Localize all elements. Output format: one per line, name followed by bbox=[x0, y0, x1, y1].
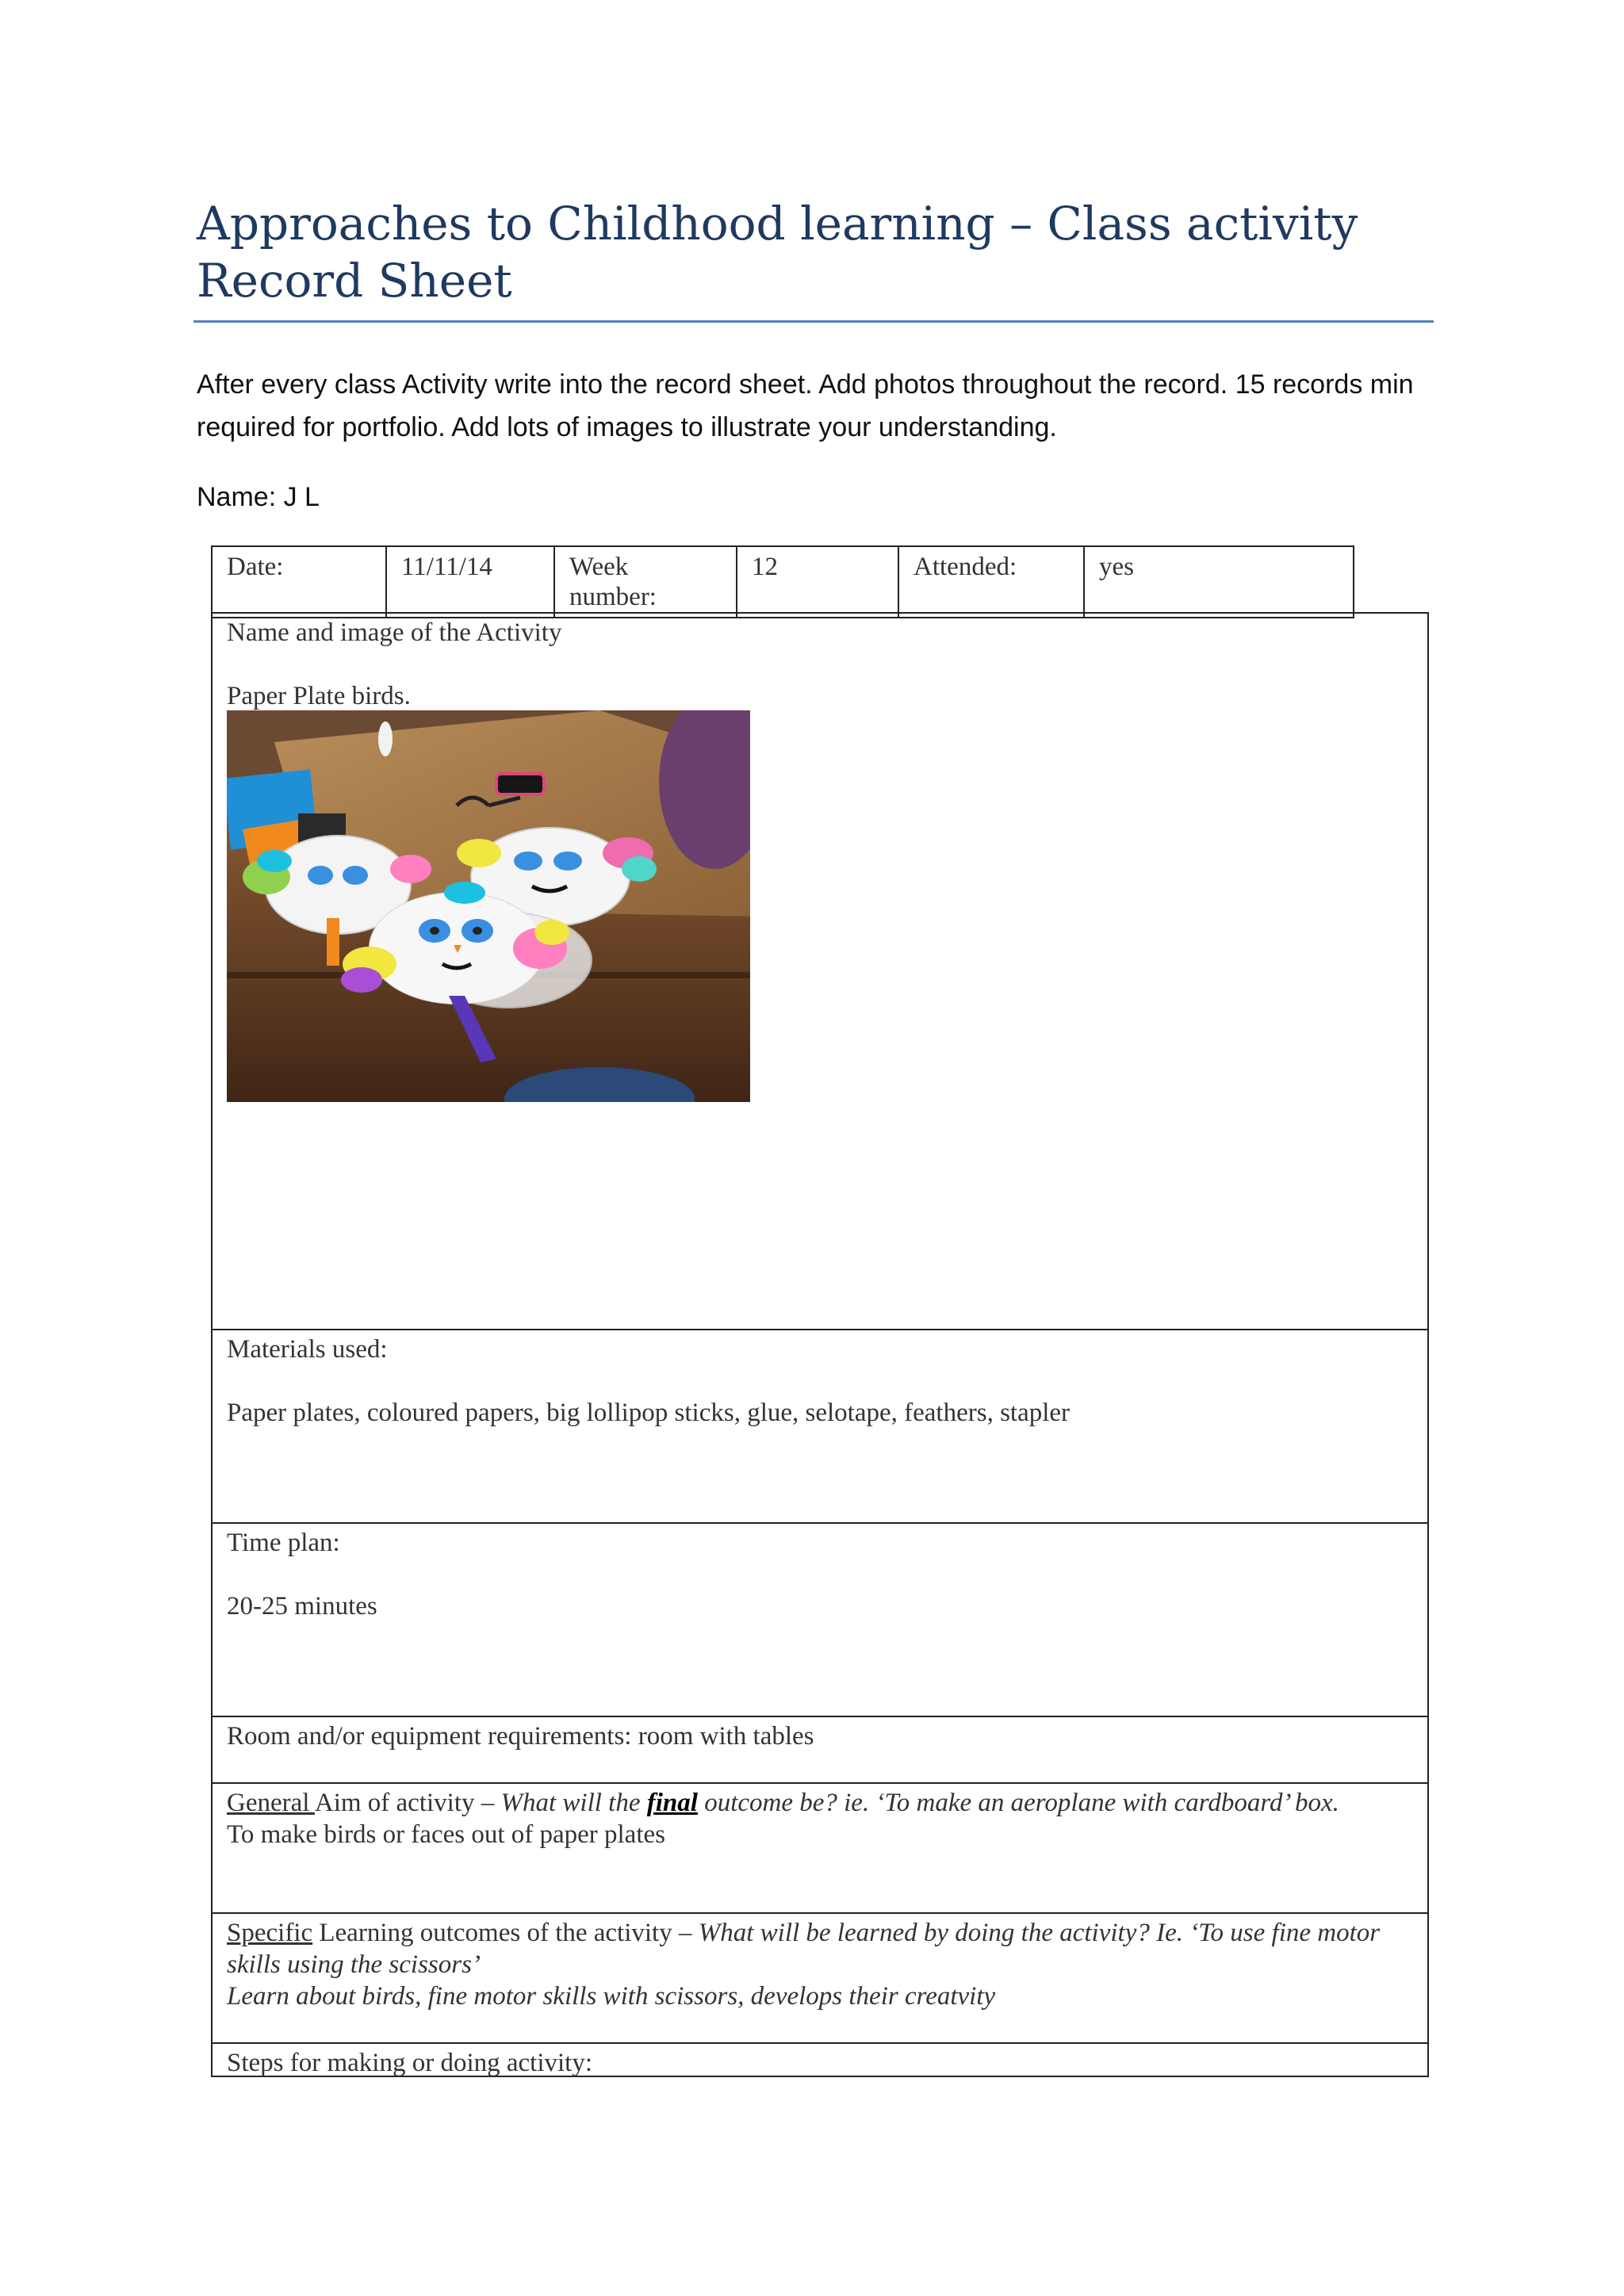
materials-section bbox=[211, 1329, 1429, 1524]
attended-label: Attended: bbox=[898, 546, 1084, 618]
outcomes-question: What will be learned by doing the activity? Ie. ‘To use fine motor skills using the scissors’ bbox=[227, 1919, 1381, 1979]
room-requirements-section bbox=[211, 1716, 1429, 1784]
learning-outcomes-prompt bbox=[227, 1917, 1413, 1980]
record-header-table bbox=[211, 545, 1354, 618]
general-aim-answer: To make birds or faces out of paper plates bbox=[227, 1820, 665, 1849]
general-aim-prompt bbox=[227, 1787, 1413, 1819]
learning-outcomes-section bbox=[211, 1912, 1429, 2044]
time-plan-label: Time plan: bbox=[227, 1529, 340, 1557]
steps-section bbox=[211, 2042, 1429, 2077]
week-number-label: Week number: bbox=[554, 546, 737, 618]
room-requirements-text: Room and/or equipment requirements: room with tables bbox=[227, 1722, 814, 1751]
title-divider bbox=[193, 320, 1434, 323]
general-aim-section bbox=[211, 1782, 1429, 1914]
aim-label: Aim of activity – bbox=[314, 1789, 501, 1817]
time-plan-value: 20-25 minutes bbox=[227, 1592, 377, 1621]
aim-question-end: outcome be? ie. ‘To make an aeroplane with cardboard’ box. bbox=[697, 1789, 1339, 1817]
date-label: Date: bbox=[212, 546, 386, 618]
specific-word: Specific bbox=[227, 1919, 313, 1947]
activity-photo bbox=[227, 710, 750, 1102]
aim-question-start: What will the bbox=[500, 1789, 647, 1817]
student-name: Name: J L bbox=[197, 482, 320, 512]
week-number-value: 12 bbox=[737, 546, 898, 618]
materials-value: Paper plates, coloured papers, big lollipop sticks, glue, selotape, feathers, stapler bbox=[227, 1399, 1071, 1427]
attended-value: yes bbox=[1084, 546, 1354, 618]
general-word: General bbox=[227, 1789, 315, 1817]
steps-label: Steps for making or doing activity: bbox=[227, 2049, 593, 2077]
learning-outcomes-answer: Learn about birds, fine motor skills with scissors, develops their creatvity bbox=[227, 1982, 996, 2011]
materials-label: Materials used: bbox=[227, 1335, 388, 1364]
page-title: Approaches to Childhood learning – Class activity Record Sheet bbox=[197, 197, 1358, 308]
outcomes-label: Learning outcomes of the activity – bbox=[312, 1919, 699, 1947]
date-value: 11/11/14 bbox=[386, 546, 554, 618]
intro-text: After every class Activity write into the record sheet. Add photos throughout the record. 15 records min required for portfolio. Add lots of images to illustrate your understanding. bbox=[197, 369, 1414, 442]
activity-name: Paper Plate birds. bbox=[227, 682, 411, 710]
activity-label: Name and image of the Activity bbox=[227, 618, 562, 647]
final-word: final bbox=[646, 1789, 698, 1817]
time-plan-section bbox=[211, 1522, 1429, 1717]
activity-section bbox=[211, 612, 1429, 1330]
